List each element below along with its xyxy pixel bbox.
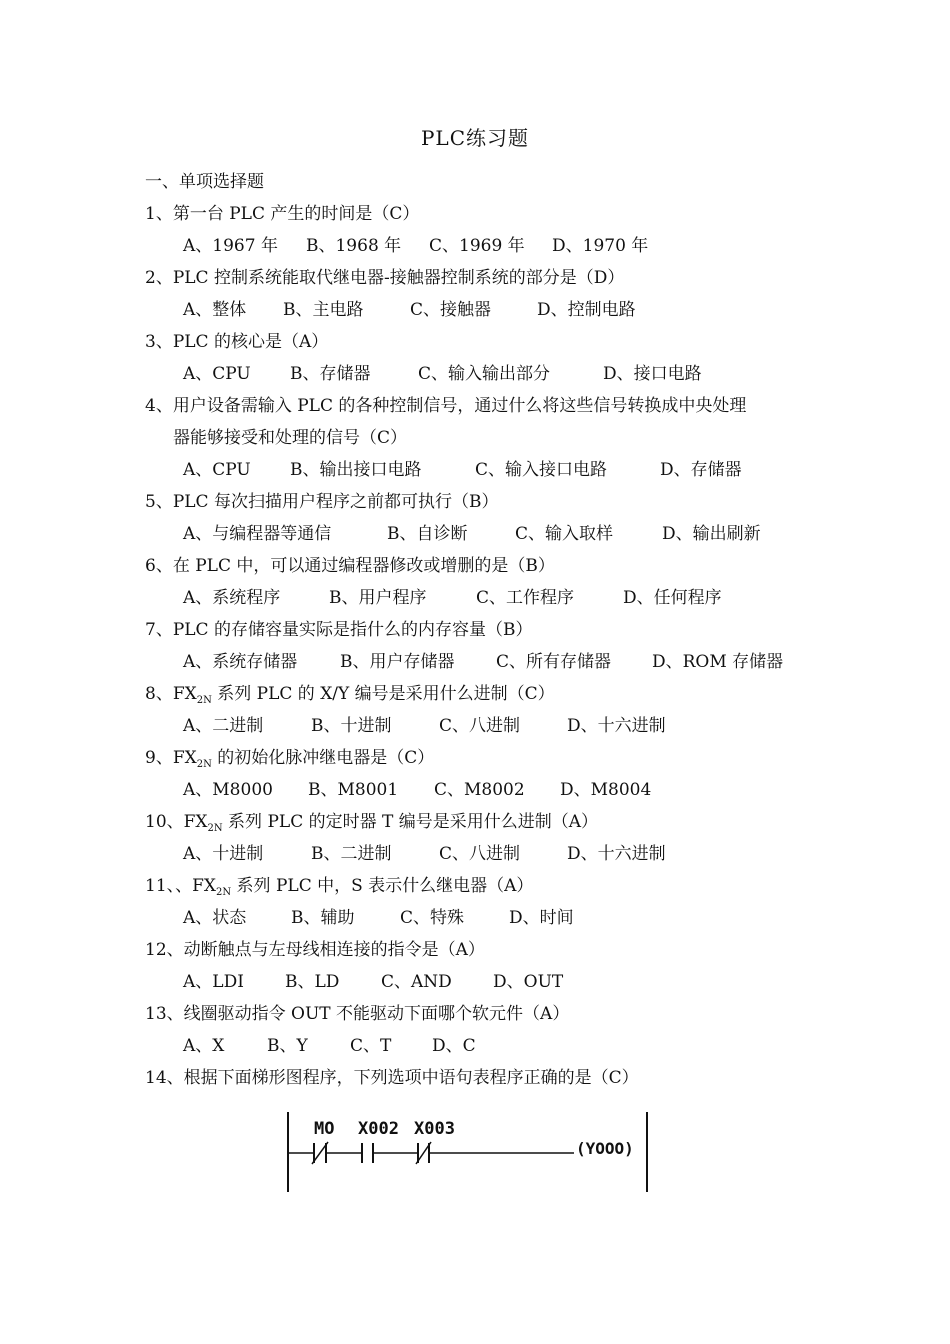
question-3-options — [183, 363, 702, 385]
question-12-options — [183, 971, 563, 993]
question-6-options — [183, 587, 722, 609]
option-b: B、二进制 — [311, 844, 392, 864]
option-d: D、任何程序 — [623, 588, 722, 608]
option-a: A、M8000 — [183, 780, 273, 800]
option-b: B、用户程序 — [329, 588, 427, 608]
option-b: B、十进制 — [311, 716, 392, 736]
question-12: 12、动断触点与左母线相连接的指令是（A） — [145, 940, 485, 960]
option-d: D、C — [432, 1036, 476, 1056]
question-10-options — [183, 843, 666, 865]
question-10-text: 系列 PLC 的定时器 T 编号是采用什么进制（A） — [222, 812, 599, 832]
question-4: 4、用户设备需输入 PLC 的各种控制信号，通过什么将这些信号转换成中央处理 — [145, 396, 747, 416]
option-b: B、Y — [267, 1036, 308, 1056]
question-8-text: 系列 PLC 的 X/Y 编号是采用什么进制（C） — [211, 684, 555, 704]
question-1: 1、第一台 PLC 产生的时间是（C） — [145, 204, 420, 224]
question-6: 6、在 PLC 中，可以通过编程器修改或增删的是（B） — [145, 556, 555, 576]
question-1-options — [183, 235, 648, 257]
question-7: 7、PLC 的存储容量实际是指什么的内存容量（B） — [145, 620, 533, 640]
ladder-diagram — [280, 1108, 660, 1198]
option-c: C、M8002 — [434, 780, 525, 800]
contact-label: MO — [314, 1119, 335, 1139]
question-8-prefix: 8、FX — [145, 684, 197, 704]
nc-contact-m0 — [288, 1119, 334, 1164]
option-a: A、整体 — [183, 300, 247, 320]
no-contact-x002 — [358, 1119, 399, 1163]
option-b: B、1968 年 — [306, 236, 402, 256]
nc-contact-x003 — [414, 1119, 455, 1164]
question-11 — [145, 875, 533, 897]
option-c: C、八进制 — [439, 844, 521, 864]
subscript: 2N — [196, 695, 212, 706]
option-a: A、十进制 — [183, 844, 264, 864]
option-b: B、主电路 — [283, 300, 364, 320]
subscript: 2N — [216, 887, 232, 898]
subscript: 2N — [196, 759, 212, 770]
question-13: 13、线圈驱动指令 OUT 不能驱动下面哪个软元件（A） — [145, 1004, 570, 1024]
option-a: A、CPU — [183, 364, 251, 384]
question-7-options — [183, 651, 783, 673]
page-title: PLC练习题 — [420, 126, 530, 150]
option-c: C、1969 年 — [429, 236, 525, 256]
question-9-prefix: 9、FX — [145, 748, 197, 768]
question-2-options — [183, 299, 636, 321]
option-a: A、状态 — [183, 908, 247, 928]
option-d: D、M8004 — [560, 780, 652, 800]
option-c: C、输入接口电路 — [475, 460, 608, 480]
option-d: D、ROM 存储器 — [652, 652, 784, 672]
option-d: D、十六进制 — [567, 716, 666, 736]
option-a: A、CPU — [183, 460, 251, 480]
question-10-prefix: 10、FX — [145, 812, 208, 832]
question-13-options — [183, 1035, 476, 1057]
option-c: C、输入取样 — [515, 524, 614, 544]
option-a: A、系统存储器 — [183, 652, 298, 672]
option-a: A、二进制 — [183, 716, 264, 736]
option-d: D、存储器 — [660, 460, 742, 480]
option-a: A、LDI — [183, 972, 244, 992]
option-d: D、OUT — [493, 972, 564, 992]
option-b: B、辅助 — [291, 908, 355, 928]
option-d: D、十六进制 — [567, 844, 666, 864]
option-b: B、用户存储器 — [340, 652, 455, 672]
option-d: D、接口电路 — [603, 364, 702, 384]
question-4-options — [183, 459, 742, 481]
question-4-continuation: 器能够接受和处理的信号（C） — [173, 428, 408, 448]
option-d: D、1970 年 — [552, 236, 649, 256]
question-14: 14、根据下面梯形图程序，下列选项中语句表程序正确的是（C） — [145, 1068, 639, 1088]
option-c: C、八进制 — [439, 716, 521, 736]
option-c: C、AND — [381, 972, 452, 992]
contact-label: X002 — [358, 1119, 399, 1139]
question-3: 3、PLC 的核心是（A） — [145, 332, 329, 352]
question-5: 5、PLC 每次扫描用户程序之前都可执行（B） — [145, 492, 499, 512]
question-11-prefix: 11、、FX — [145, 876, 217, 896]
option-c: C、所有存储器 — [496, 652, 612, 672]
option-c: C、工作程序 — [476, 588, 575, 608]
option-a: A、X — [183, 1036, 225, 1056]
question-9-options — [183, 779, 651, 801]
question-9-text: 的初始化脉冲继电器是（C） — [211, 748, 435, 768]
option-b: B、存储器 — [290, 364, 371, 384]
option-a: A、1967 年 — [183, 236, 278, 256]
option-a: A、与编程器等通信 — [183, 524, 332, 544]
option-c: C、特殊 — [400, 908, 465, 928]
option-c: C、接触器 — [410, 300, 492, 320]
option-c: C、T — [350, 1036, 392, 1056]
question-11-options — [183, 907, 574, 929]
option-c: C、输入输出部分 — [418, 364, 551, 384]
option-d: D、控制电路 — [537, 300, 636, 320]
subscript: 2N — [207, 823, 223, 834]
contact-label: X003 — [414, 1119, 455, 1139]
question-8-options — [183, 715, 666, 737]
option-b: B、自诊断 — [387, 524, 468, 544]
question-11-text: 系列 PLC 中，S 表示什么继电器（A） — [231, 876, 534, 896]
question-9 — [145, 747, 434, 769]
option-a: A、系统程序 — [183, 588, 281, 608]
question-2: 2、PLC 控制系统能取代继电器-接触器控制系统的部分是（D） — [145, 268, 625, 288]
section-heading: 一、单项选择题 — [145, 172, 264, 192]
option-b: B、M8001 — [308, 780, 399, 800]
option-d: D、时间 — [509, 908, 574, 928]
option-d: D、输出刷新 — [662, 524, 761, 544]
output-coil: (YOOO) — [576, 1139, 634, 1158]
option-b: B、输出接口电路 — [290, 460, 422, 480]
question-10 — [145, 811, 598, 833]
option-b: B、LD — [285, 972, 340, 992]
question-5-options — [183, 523, 761, 545]
question-8 — [145, 683, 555, 705]
